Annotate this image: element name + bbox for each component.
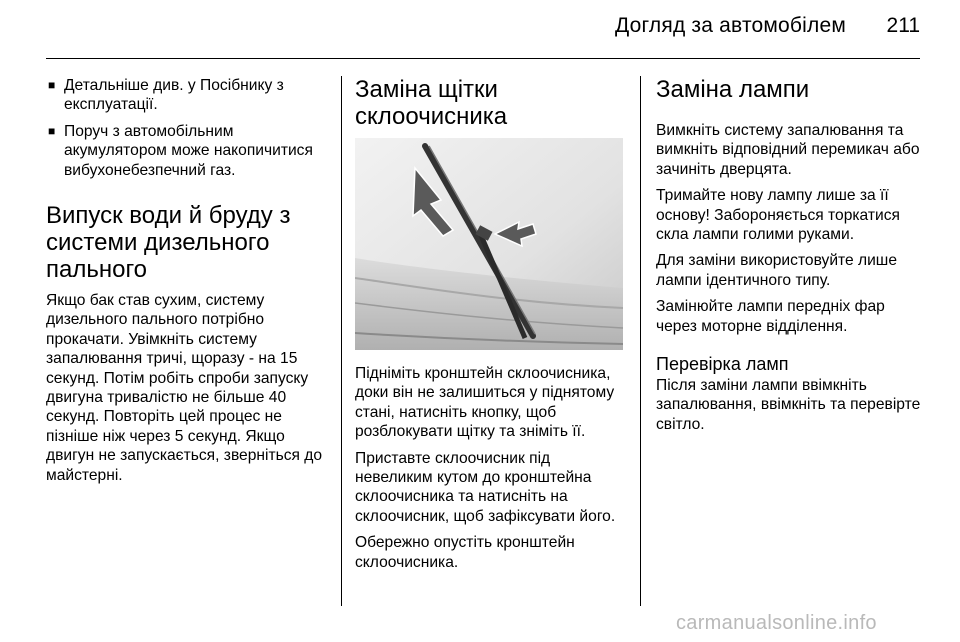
section-heading-diesel: Випуск води й бруду з системи дизельного пального: [46, 202, 291, 284]
bullet-text: Детальніше див. у Посібнику з експлуатації.: [64, 77, 284, 114]
diesel-paragraph: Якщо бак став сухим, систему дизельного пального потрібно прокачати. Увімкніть систему запалювання тричі, щоразу - на 15 секунд. Потім робіть спроби запуску двигуна тривалістю не більше 40 секунд. Повторіть цей процес не пізніше ніж через 5 секунд. Якщо двигун не запускається, зверніться до майстерні.: [46, 292, 323, 484]
wiper-paragraph-3: Обережно опустіть кронштейн склоочисника.: [355, 534, 575, 571]
wiper-arm-photo: [355, 138, 623, 350]
bulb-paragraph-4: Замінюйте лампи передніх фар через моторне відділення.: [656, 298, 885, 335]
wiper-paragraph-1: Підніміть кронштейн склоочисника, доки він не залишиться у піднятому стані, натисніть кнопку, щоб розблокувати щітку та зніміть її.: [355, 365, 615, 441]
bulb-paragraph-1: Вимкніть систему запалювання та вимкніть відповідний перемикач або зачиніть дверцята.: [656, 122, 920, 178]
bullet-square-icon: ■: [48, 78, 56, 92]
bulb-check-paragraph: Після заміни лампи ввімкніть запалювання, ввімкніть та перевірте світло.: [656, 377, 921, 433]
bullet-item: [46, 76, 328, 115]
bullet-item: [46, 122, 328, 180]
column-divider-2: [640, 76, 641, 606]
column-1: [46, 76, 328, 492]
column-3: [656, 76, 926, 441]
bulb-paragraph-3: Для заміни використовуйте лише лампи ідентичного типу.: [656, 252, 897, 289]
header-divider: [46, 58, 920, 59]
bullet-square-icon: ■: [48, 123, 56, 138]
column-2: [355, 76, 627, 579]
section-heading-wiper: Заміна щітки склоочисника: [355, 76, 508, 130]
bullet-text: Поруч з автомобільним акумулятором може накопичитися вибухонебезпечний газ.: [64, 122, 313, 179]
subheading-bulb-check: Перевірка ламп: [656, 354, 789, 375]
section-heading-bulb: Заміна лампи: [656, 76, 810, 103]
wiper-paragraph-2: Приставте склоочисник під невеликим кутом до кронштейна склоочисника та натисніть на склоочисник, щоб зафіксувати його.: [355, 449, 616, 525]
page-number: 211: [886, 14, 920, 37]
page-header-title: Догляд за автомобілем: [614, 14, 846, 37]
column-divider-1: [341, 76, 342, 606]
bulb-paragraph-2: Тримайте нову лампу лише за її основу! Забороняється торкатися скла лампи голими руками.: [656, 187, 900, 244]
watermark-text: carmanualsonline.info: [676, 612, 877, 634]
